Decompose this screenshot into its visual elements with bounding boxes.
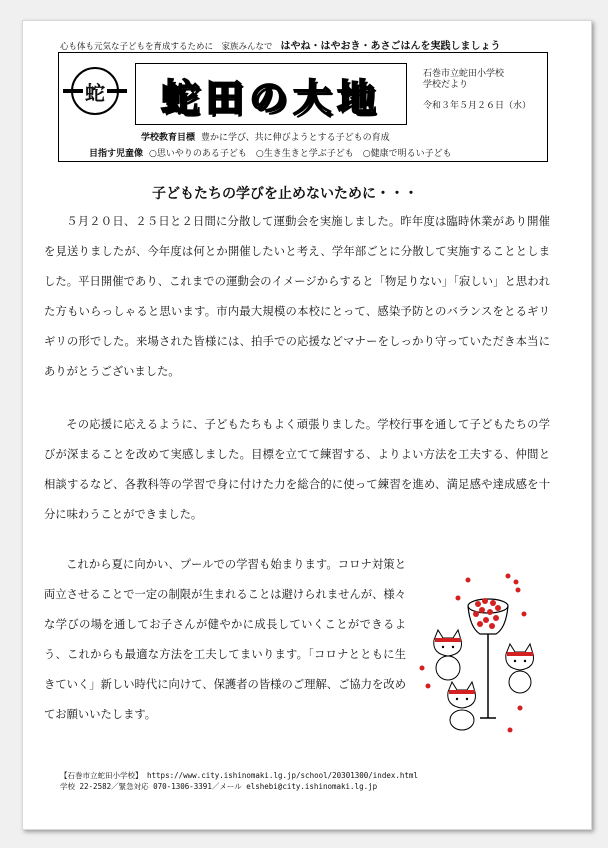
article-paragraph-1: ５月２０日、２５日と２日間に分散して運動会を実施しました。昨年度は臨時休業があり開催を見送りましたが、今年度は何とか開催したいと考え、学年部ごとに分散して実施することとしました。平日開催であり、これまでの運動会のイメージからすると「物足りない」「寂しい」と思われた方もいらっしゃると思います。市内最大規模の本校にとって、感染予防とのバランスをとるギリギリの形でした。来場された皆様には、拍手での応援などマナーをしっかり守っていただき本当にありがとうございました。 (44, 215, 550, 378)
child-text: ○思いやりのある子ども ○生き生きと学ぶ子ども ○健康で明るい子ども (149, 149, 452, 159)
article-paragraph-3: これから夏に向かい、プールでの学習も始まります。コロナ対策と両立させることで一定の制限が生まれることは避けられませんが、様々な学びの場を通してお子さんが健やかに成長していくことができるよう、これからも最適な方法を工夫してまいります。「コロナとともに生きていく」新しい時代に向けて、保護者の皆様のご理解、ご協力を改めてお願いいたします。 (44, 558, 406, 721)
masthead (58, 52, 548, 162)
emblem-glyph: 蛇 (83, 77, 107, 106)
article-paragraph-2: その応援に応えるように、子どもたちもよく頑張りました。学校行事を通して子どもたちの学びが深まることを改めて実感しました。目標を立てて練習する、よりよい方法を工夫する、仲間と相談するなど、各教科等の学習で身に付けた力を総合的に使って練習を進め、満足感や達成感を十分に味わうことができました。 (44, 418, 550, 521)
slogan-line (60, 37, 560, 51)
footer-url-line (60, 770, 520, 781)
article-headline: 子どもたちの学びを止めないために・・・ (152, 186, 418, 202)
ball-toss-cats-illustration (408, 568, 548, 744)
child-label: 目指す児童像 (89, 149, 144, 159)
footer (60, 770, 520, 792)
goal-text: 豊かに学び、共に伸びようとする子どもの育成 (201, 133, 390, 143)
school-emblem (71, 67, 119, 115)
goal-label: 学校教育目標 (141, 133, 196, 143)
school-goal (141, 130, 390, 143)
title-box (135, 63, 407, 125)
issue-date: 令和３年５月２６日（水） (423, 101, 532, 111)
footer-contact: 学校 22-2582／緊急対応 070-1306-3391／メール elshebi@city.ishinomaki.lg.jp (60, 782, 378, 791)
footer-url[interactable]: https://www.city.ishinomaki.lg.jp/school/20301300/index.html (147, 771, 418, 780)
footer-school-label: 【石巻市立蛇田小学校】 (60, 771, 143, 780)
slogan-small: 心も体も元気な子どもを育成するために 家族みんなで (60, 42, 273, 52)
newsletter-type: 学校だより (423, 80, 469, 90)
child-image (89, 146, 452, 159)
newsletter-title: 蛇田の大地 (160, 74, 381, 120)
school-name: 石巻市立蛇田小学校 (423, 69, 505, 79)
school-info (423, 69, 531, 112)
slogan-bold: はやね・はやおき・あさごはんを実践しましょう (280, 41, 501, 52)
